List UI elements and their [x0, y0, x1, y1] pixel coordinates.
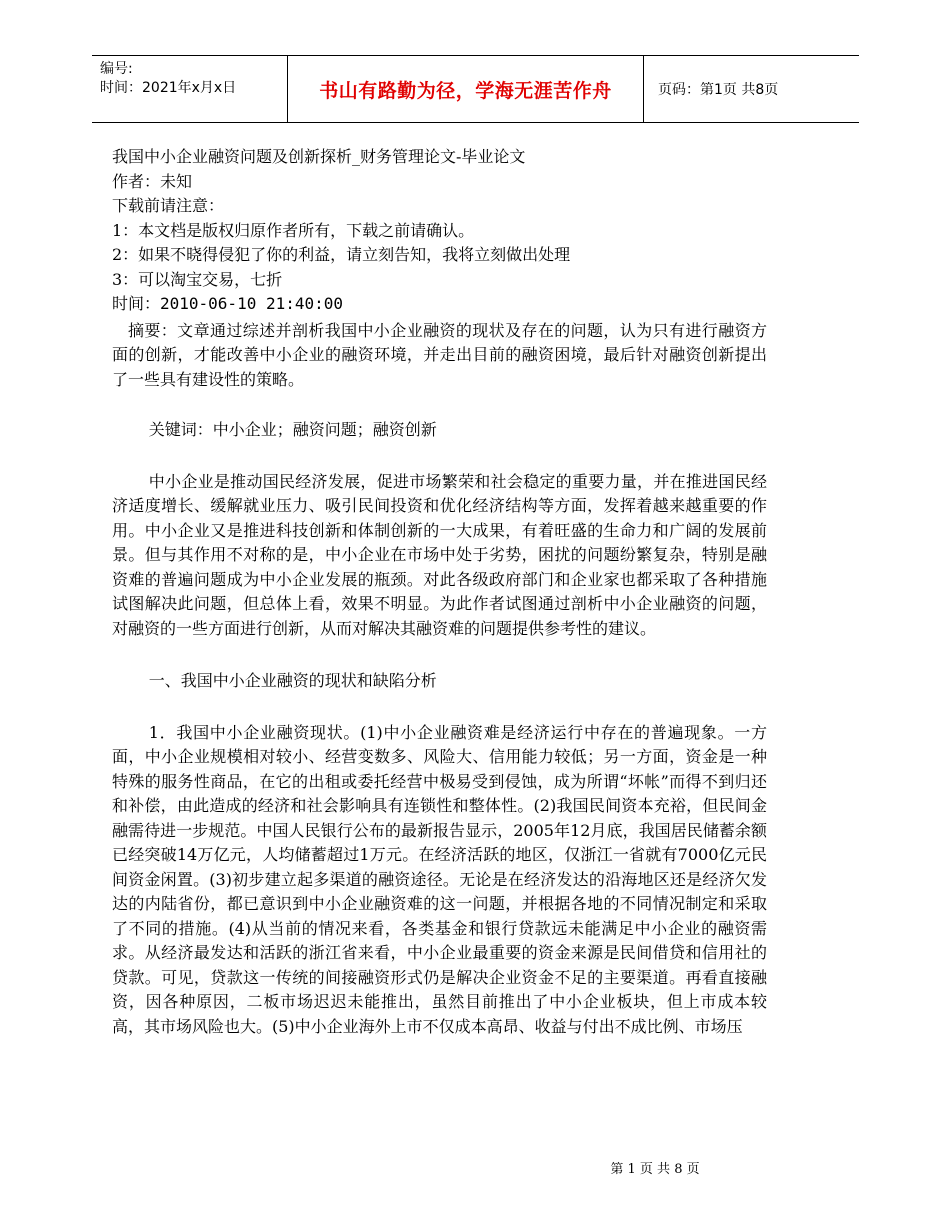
document-title: 我国中小企业融资问题及创新探析_财务管理论文-毕业论文	[112, 147, 526, 166]
notice-heading: 下载前请注意：	[112, 196, 225, 215]
body-paragraph: 1．我国中小企业融资现状。(1)中小企业融资难是经济运行中存在的普遍现象。一方面，中小企业规模相对较小、经营变数多、风险大、信用能力较低；另一方面，资金是一种特殊的服务性商品，在它的出租或委托经营中极易受到侵蚀，成为所谓“坏帐”而得不到归还和补偿，由此造成的经济和社会影响具有连锁性和整体性。(2)我国民间资本充裕，但民间金融需待进一步规范。中国人民银行公布的最新报告显示，2005年12月底，我国居民储蓄余额已经突破14万亿元，人均储蓄超过1万元。在经济活跃的地区，仅浙江一省就有7000亿元民间资金闲置。(3)初步建立起多渠道的融资途径。无论是在经济发达的沿海地区还是经济欠发达的内陆省份，都已意识到中小企业融资难的这一问题，并根据各地的不同情况制定和采取了不同的措施。(4)从当前的情况来看，各类基金和银行贷款远未能满足中小企业的融资需求。从经济最发达和活跃的浙江省来看，中小企业最重要的资金来源是民间借贷和信用社的贷款。可见，贷款这一传统的间接融资形式仍是解决企业资金不足的主要渠道。再看直接融资，因各种原因，二板市场迟迟未能推出，虽然目前推出了中小企业板块，但上市成本较高，其市场风险也大。(5)中小企业海外上市不仅成本高昂、收益与付出不成比例、市场压	[112, 722, 767, 1036]
intro-paragraph: 中小企业是推动国民经济发展，促进市场繁荣和社会稳定的重要力量，并在推进国民经济适度增长、缓解就业压力、吸引民间投资和优化经济结构等方面，发挥着越来越重要的作用。中小企业又是推进科技创新和体制创新的一大成果，有着旺盛的生命力和广阔的发展前景。但与其作用不对称的是，中小企业在市场中处于劣势，困扰的问题纷繁复杂，特别是融资难的普遍问题成为中小企业发展的瓶颈。对此各级政府部门和企业家也都采取了各种措施试图解决此问题，但总体上看，效果不明显。为此作者试图通过剖析中小企业融资的问题，对融资的一些方面进行创新，从而对解决其融资难的问题提供参考性的建议。	[112, 471, 767, 638]
notice-item-3: 3：可以淘宝交易，七折	[112, 269, 283, 289]
notice-item-1: 1：本文档是版权归原作者所有，下载之前请确认。	[112, 220, 475, 240]
notice-item-2: 2：如果不晓得侵犯了你的利益，请立刻告知，我将立刻做出处理	[112, 245, 571, 264]
author-line: 作者：未知	[112, 171, 193, 191]
header-time-label: 时间：2021年x月x日	[100, 80, 237, 96]
header-number-label: 编号:	[100, 61, 133, 77]
header-meta	[100, 60, 236, 98]
page-footer: 第 1 页 共 8 页	[610, 1162, 700, 1177]
abstract-paragraph: 摘要：文章通过综述并剖析我国中小企业融资的现状及存在的问题，认为只有进行融资方面的创新，才能改善中小企业的融资环境，并走出目前的融资困境，最后针对融资创新提出了一些具有建设性的策略。	[112, 320, 767, 389]
header-page-info: 页码：第1页 共8页	[658, 82, 779, 98]
document-body	[112, 145, 767, 1039]
page-header	[92, 55, 859, 123]
section-heading: 一、我国中小企业融资的现状和缺陷分析	[148, 671, 437, 690]
publish-time: 时间：2010-06-10 21:40:00	[112, 294, 344, 313]
keywords-line: 关键词：中小企业；融资问题；融资创新	[148, 420, 437, 439]
header-motto: 书山有路勤为径，学海无涯苦作舟	[287, 56, 644, 122]
